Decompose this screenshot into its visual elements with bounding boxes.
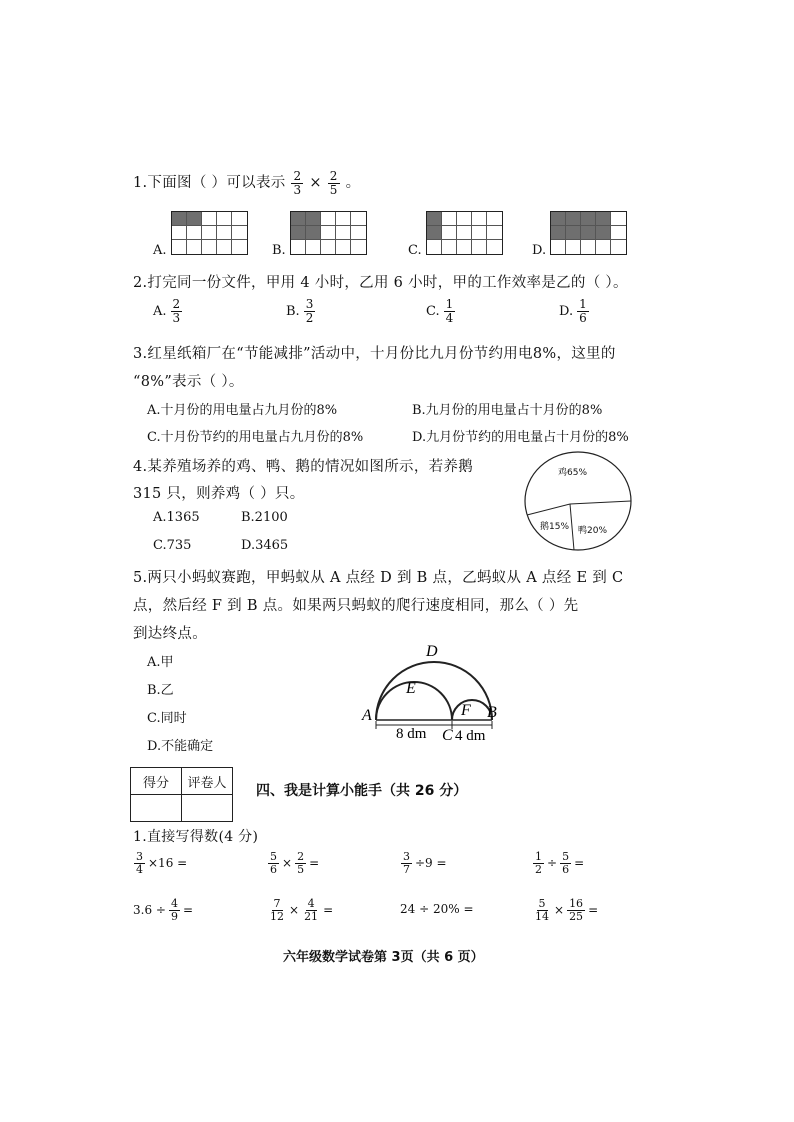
q5-option-d[interactable]: D.不能确定 bbox=[147, 739, 214, 754]
arc-big bbox=[376, 662, 492, 720]
grid-cell bbox=[217, 226, 232, 240]
q1-option-b[interactable]: B. bbox=[272, 243, 286, 258]
grid-cell bbox=[581, 240, 596, 254]
grid-cell-shaded bbox=[427, 212, 442, 226]
grid-cell bbox=[457, 212, 472, 226]
grid-cell-shaded bbox=[566, 212, 581, 226]
grid-cell bbox=[351, 212, 366, 226]
grid-cell bbox=[442, 226, 457, 240]
grid-cell-shaded bbox=[291, 212, 306, 226]
section-4-title: 四、我是计算小能手（共 26 分） bbox=[256, 783, 468, 799]
q4-stem-line2: 315 只，则养鸡（ ）只。 bbox=[133, 486, 305, 502]
grid-cell bbox=[457, 240, 472, 254]
q1-stem: 1.下面图（ ）可以表示 $\frac{2}{3}$ × $\frac{2}{5}$ 。 bbox=[133, 169, 361, 197]
grid-cell bbox=[472, 212, 487, 226]
q5-stem-line2: 点，然后经 F 到 B 点。如果两只蚂蚁的爬行速度相同，那么（ ）先 bbox=[133, 598, 579, 614]
grid-cell-shaded bbox=[306, 226, 321, 240]
grid-cell bbox=[442, 240, 457, 254]
grid-cell bbox=[551, 240, 566, 254]
q2-option-d[interactable]: D. $\frac{1}{6}$ bbox=[559, 297, 587, 325]
grid-cell bbox=[336, 226, 351, 240]
grid-cell bbox=[457, 226, 472, 240]
label-d: D bbox=[426, 643, 438, 660]
q5-stem-line3: 到达终点。 bbox=[133, 626, 207, 642]
grid-cell-shaded bbox=[427, 226, 442, 240]
grid-cell bbox=[442, 212, 457, 226]
grid-cell bbox=[187, 226, 202, 240]
grid-cell bbox=[202, 212, 217, 226]
q4-option-a[interactable]: A.1365 bbox=[153, 510, 200, 525]
q2-option-c[interactable]: C. $\frac{1}{4}$ bbox=[426, 297, 454, 325]
calc-title: 1.直接写得数(4 分) bbox=[133, 829, 259, 845]
grid-cell-shaded bbox=[581, 226, 596, 240]
calc-item-7: 24 ÷ 20% = bbox=[400, 902, 474, 916]
grid-cell-shaded bbox=[551, 212, 566, 226]
grid-cell bbox=[487, 212, 502, 226]
q5-option-b[interactable]: B.乙 bbox=[147, 683, 174, 698]
label-c: C bbox=[442, 727, 453, 744]
grid-cell-shaded bbox=[566, 226, 581, 240]
grid-cell bbox=[472, 226, 487, 240]
pie-label-duck: 鸭20% bbox=[578, 526, 608, 536]
calc-item-5: 3.6 ÷ $\frac{4}{9}$ = bbox=[133, 897, 194, 923]
grid-cell bbox=[232, 240, 247, 254]
q3-option-d[interactable]: D.九月份节约的用电量占十月份的8% bbox=[412, 430, 629, 445]
q2-option-a[interactable]: A. $\frac{2}{3}$ bbox=[153, 297, 181, 325]
grid-cell bbox=[487, 226, 502, 240]
q4-stem-line1: 4.某养殖场养的鸡、鸭、鹅的情况如图所示，若养鹅 bbox=[133, 459, 474, 475]
q1-option-c[interactable]: C. bbox=[408, 243, 422, 258]
q1-fraction-2: $\frac{2}{5}$ bbox=[329, 169, 338, 197]
grid-cell bbox=[321, 240, 336, 254]
grid-cell bbox=[232, 226, 247, 240]
grid-cell bbox=[291, 240, 306, 254]
label-e: E bbox=[406, 680, 416, 697]
pie-label-chicken: 鸡65% bbox=[558, 468, 588, 478]
grid-cell-shaded bbox=[172, 212, 187, 226]
grader-header: 评卷人 bbox=[182, 768, 233, 795]
q4-option-b[interactable]: B.2100 bbox=[241, 510, 288, 525]
label-b: B bbox=[487, 704, 497, 721]
calc-item-2: $\frac{5}{6}$ × $\frac{2}{5}$ = bbox=[270, 850, 320, 876]
score-header: 得分 bbox=[131, 768, 182, 795]
calc-item-4: $\frac{1}{2}$ ÷ $\frac{5}{6}$ = bbox=[535, 850, 585, 876]
q3-option-a[interactable]: A.十月份的用电量占九月份的8% bbox=[147, 403, 338, 418]
grid-cell bbox=[202, 240, 217, 254]
q1-fraction-1: $\frac{2}{3}$ bbox=[293, 169, 302, 197]
q4-option-d[interactable]: D.3465 bbox=[241, 538, 289, 553]
grid-cell bbox=[611, 240, 626, 254]
label-a: A bbox=[362, 707, 372, 724]
q1-option-d[interactable]: D. bbox=[532, 243, 547, 258]
grid-cell-shaded bbox=[306, 212, 321, 226]
q5-stem-line1: 5.两只小蚂蚁赛跑，甲蚂蚁从 A 点经 D 到 B 点，乙蚂蚁从 A 点经 E 到 C bbox=[133, 570, 624, 586]
score-table bbox=[130, 767, 233, 822]
q2-option-b[interactable]: B. $\frac{3}{2}$ bbox=[286, 297, 314, 325]
grid-cell bbox=[351, 240, 366, 254]
grid-cell bbox=[217, 212, 232, 226]
label-4dm: 4 dm bbox=[455, 728, 486, 744]
grid-cell-shaded bbox=[596, 226, 611, 240]
q4-option-c[interactable]: C.735 bbox=[153, 538, 192, 553]
q5-option-c[interactable]: C.同时 bbox=[147, 711, 187, 726]
grid-cell bbox=[611, 212, 626, 226]
q4-pie-chart bbox=[522, 449, 634, 553]
q1-grid-d bbox=[550, 211, 627, 255]
grader-cell[interactable] bbox=[182, 795, 233, 822]
calc-item-8: $\frac{5}{14}$ × $\frac{16}{25}$ = bbox=[535, 897, 599, 923]
grid-cell bbox=[321, 226, 336, 240]
grid-cell bbox=[321, 212, 336, 226]
grid-cell bbox=[472, 240, 487, 254]
q5-option-a[interactable]: A.甲 bbox=[147, 655, 174, 670]
grid-cell bbox=[351, 226, 366, 240]
arc-f bbox=[452, 700, 492, 720]
grid-cell bbox=[611, 226, 626, 240]
grid-cell bbox=[306, 240, 321, 254]
q3-stem-line2: “8%”表示（ ）。 bbox=[133, 374, 244, 390]
grid-cell bbox=[596, 240, 611, 254]
q2-stem: 2.打完同一份文件，甲用 4 小时，乙用 6 小时，甲的工作效率是乙的（ ）。 bbox=[133, 275, 628, 291]
grid-cell-shaded bbox=[291, 226, 306, 240]
calc-item-6: $\frac{7}{12}$ × $\frac{4}{21}$ = bbox=[270, 897, 334, 923]
grid-cell bbox=[336, 240, 351, 254]
grid-cell bbox=[172, 240, 187, 254]
label-f: F bbox=[461, 702, 471, 719]
q1-grid-b bbox=[290, 211, 367, 255]
q1-operator: × bbox=[309, 175, 322, 192]
score-cell[interactable] bbox=[131, 795, 182, 822]
q1-grid-a bbox=[171, 211, 248, 255]
q5-semicircle-diagram bbox=[356, 636, 516, 746]
grid-cell bbox=[427, 240, 442, 254]
grid-cell bbox=[566, 240, 581, 254]
q3-option-c[interactable]: C.十月份节约的用电量占九月份的8% bbox=[147, 430, 364, 445]
pie-label-goose: 鹅15% bbox=[540, 522, 570, 532]
grid-cell bbox=[172, 226, 187, 240]
page-footer: 六年级数学试卷第 3页（共 6 页） bbox=[283, 950, 484, 965]
grid-cell bbox=[187, 240, 202, 254]
grid-cell bbox=[487, 240, 502, 254]
grid-cell bbox=[217, 240, 232, 254]
q1-option-a[interactable]: A. bbox=[153, 243, 167, 258]
label-8dm: 8 dm bbox=[396, 726, 427, 742]
q3-stem-line1: 3.红星纸箱厂在“节能减排”活动中，十月份比九月份节约用电8%，这里的 bbox=[133, 346, 616, 362]
q3-option-b[interactable]: B.九月份的用电量占十月份的8% bbox=[412, 403, 603, 418]
grid-cell-shaded bbox=[187, 212, 202, 226]
grid-cell-shaded bbox=[596, 212, 611, 226]
grid-cell bbox=[202, 226, 217, 240]
q1-stem-prefix: 1.下面图（ ）可以表示 bbox=[133, 175, 286, 192]
grid-cell-shaded bbox=[551, 226, 566, 240]
grid-cell-shaded bbox=[581, 212, 596, 226]
calc-item-1: $\frac{3}{4}$ ×16 = bbox=[136, 850, 188, 876]
grid-cell bbox=[232, 212, 247, 226]
grid-cell bbox=[336, 212, 351, 226]
q1-grid-c bbox=[426, 211, 503, 255]
calc-item-3: $\frac{3}{7}$ ÷9 = bbox=[403, 850, 447, 876]
